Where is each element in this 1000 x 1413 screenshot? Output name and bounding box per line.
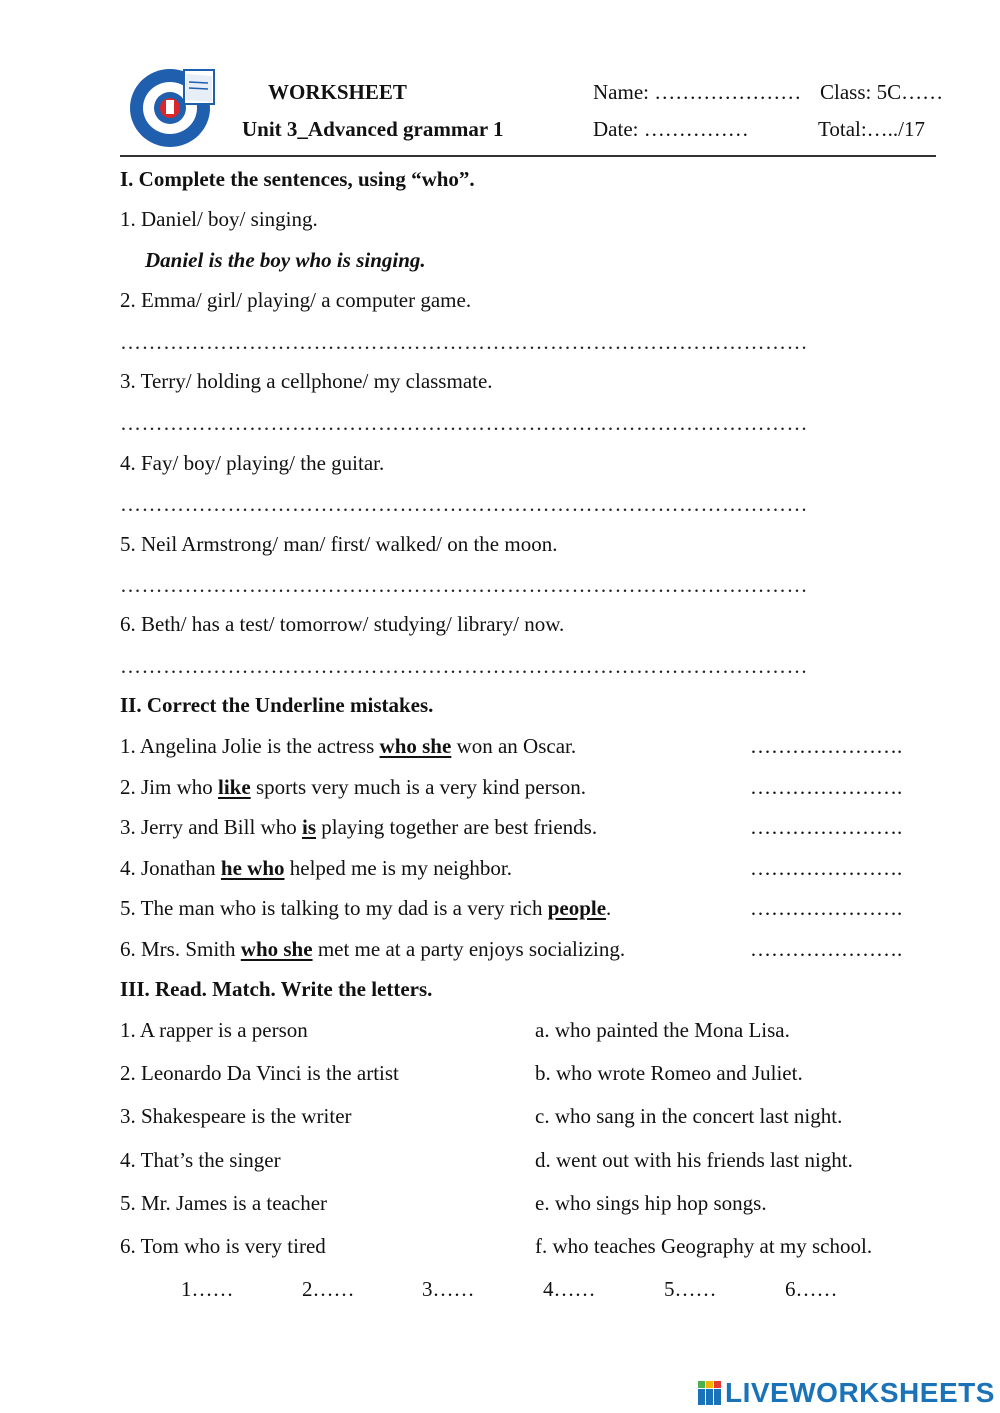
section2-sentence: 6. Mrs. Smith who she met me at a party enjoys socializing. — [120, 937, 626, 961]
match-left-item: 1. A rapper is a person — [120, 1018, 308, 1042]
match-right-item: c. who sang in the concert last night. — [535, 1104, 843, 1128]
underlined-mistake: people — [547, 896, 607, 920]
section1-item: 4. Fay/ boy/ playing/ the guitar. — [120, 451, 385, 475]
total-field: Total:…../17 — [818, 117, 926, 141]
section1-item: 3. Terry/ holding a cellphone/ my classmate. — [120, 369, 493, 393]
answer-line[interactable]: …………………………………………………………………………………… — [120, 411, 808, 435]
match-answer-slot[interactable]: 2…… — [302, 1277, 355, 1301]
answer-line[interactable]: …………………………………………………………………………………… — [120, 573, 808, 597]
answer-line[interactable]: …………………………………………………………………………………… — [120, 492, 808, 516]
match-left-item: 4. That’s the singer — [120, 1148, 281, 1172]
match-answer-slot[interactable]: 5…… — [664, 1277, 717, 1301]
correction-blank[interactable]: …………………. — [750, 856, 903, 880]
school-logo-icon — [126, 62, 218, 150]
match-right-item: b. who wrote Romeo and Juliet. — [535, 1061, 803, 1085]
liveworksheets-icon — [697, 1379, 723, 1407]
section3-title: III. Read. Match. Write the letters. — [120, 977, 433, 1001]
section2-sentence: 5. The man who is talking to my dad is a very rich people. — [120, 896, 612, 920]
section1-item: 2. Emma/ girl/ playing/ a computer game. — [120, 288, 472, 312]
section1-title: I. Complete the sentences, using “who”. — [120, 167, 475, 191]
section1-item: 5. Neil Armstrong/ man/ first/ walked/ on the moon. — [120, 532, 558, 556]
liveworksheets-logo[interactable] — [697, 1375, 995, 1411]
match-answer-slot[interactable]: 1…… — [181, 1277, 234, 1301]
match-answer-slot[interactable]: 3…… — [422, 1277, 475, 1301]
underlined-mistake: he who — [220, 856, 285, 880]
correction-blank[interactable]: …………………. — [750, 775, 903, 799]
section2-sentence: 1. Angelina Jolie is the actress who she won an Oscar. — [120, 734, 577, 758]
class-field[interactable]: Class: 5C…… — [820, 80, 944, 104]
correction-blank[interactable]: …………………. — [750, 937, 903, 961]
match-left-item: 5. Mr. James is a teacher — [120, 1191, 328, 1215]
underlined-mistake: who she — [240, 937, 313, 961]
worksheet-title: WORKSHEET — [268, 80, 407, 104]
section2-sentence: 4. Jonathan he who helped me is my neighbor. — [120, 856, 512, 880]
match-right-item: e. who sings hip hop songs. — [535, 1191, 767, 1215]
correction-blank[interactable]: …………………. — [750, 815, 903, 839]
header-divider — [120, 155, 936, 157]
match-right-item: a. who painted the Mona Lisa. — [535, 1018, 790, 1042]
name-field[interactable]: Name: ………………… — [593, 80, 802, 104]
correction-blank[interactable]: …………………. — [750, 734, 903, 758]
match-right-item: d. went out with his friends last night. — [535, 1148, 853, 1172]
match-left-item: 3. Shakespeare is the writer — [120, 1104, 352, 1128]
match-answer-slot[interactable]: 6…… — [785, 1277, 838, 1301]
section2-sentence: 3. Jerry and Bill who is playing together are best friends. — [120, 815, 598, 839]
answer-line[interactable]: …………………………………………………………………………………… — [120, 330, 808, 354]
underlined-mistake: who she — [379, 734, 452, 758]
date-field[interactable]: Date: …………… — [593, 117, 749, 141]
answer-line[interactable]: …………………………………………………………………………………… — [120, 654, 808, 678]
match-left-item: 6. Tom who is very tired — [120, 1234, 326, 1258]
section1-example-answer: Daniel is the boy who is singing. — [145, 248, 426, 272]
worksheet-subtitle: Unit 3_Advanced grammar 1 — [242, 117, 504, 141]
underlined-mistake: is — [301, 815, 316, 839]
match-left-item: 2. Leonardo Da Vinci is the artist — [120, 1061, 399, 1085]
underlined-mistake: like — [218, 775, 251, 799]
match-answer-slot[interactable]: 4…… — [543, 1277, 596, 1301]
section1-item: 6. Beth/ has a test/ tomorrow/ studying/ library/ now. — [120, 612, 565, 636]
section2-title: II. Correct the Underline mistakes. — [120, 693, 434, 717]
section2-sentence: 2. Jim who like sports very much is a very kind person. — [120, 775, 587, 799]
correction-blank[interactable]: …………………. — [750, 896, 903, 920]
match-right-item: f. who teaches Geography at my school. — [535, 1234, 873, 1258]
liveworksheets-brand: LIVEWORKSHEETS — [725, 1377, 995, 1408]
section1-item: 1. Daniel/ boy/ singing. — [120, 207, 318, 231]
